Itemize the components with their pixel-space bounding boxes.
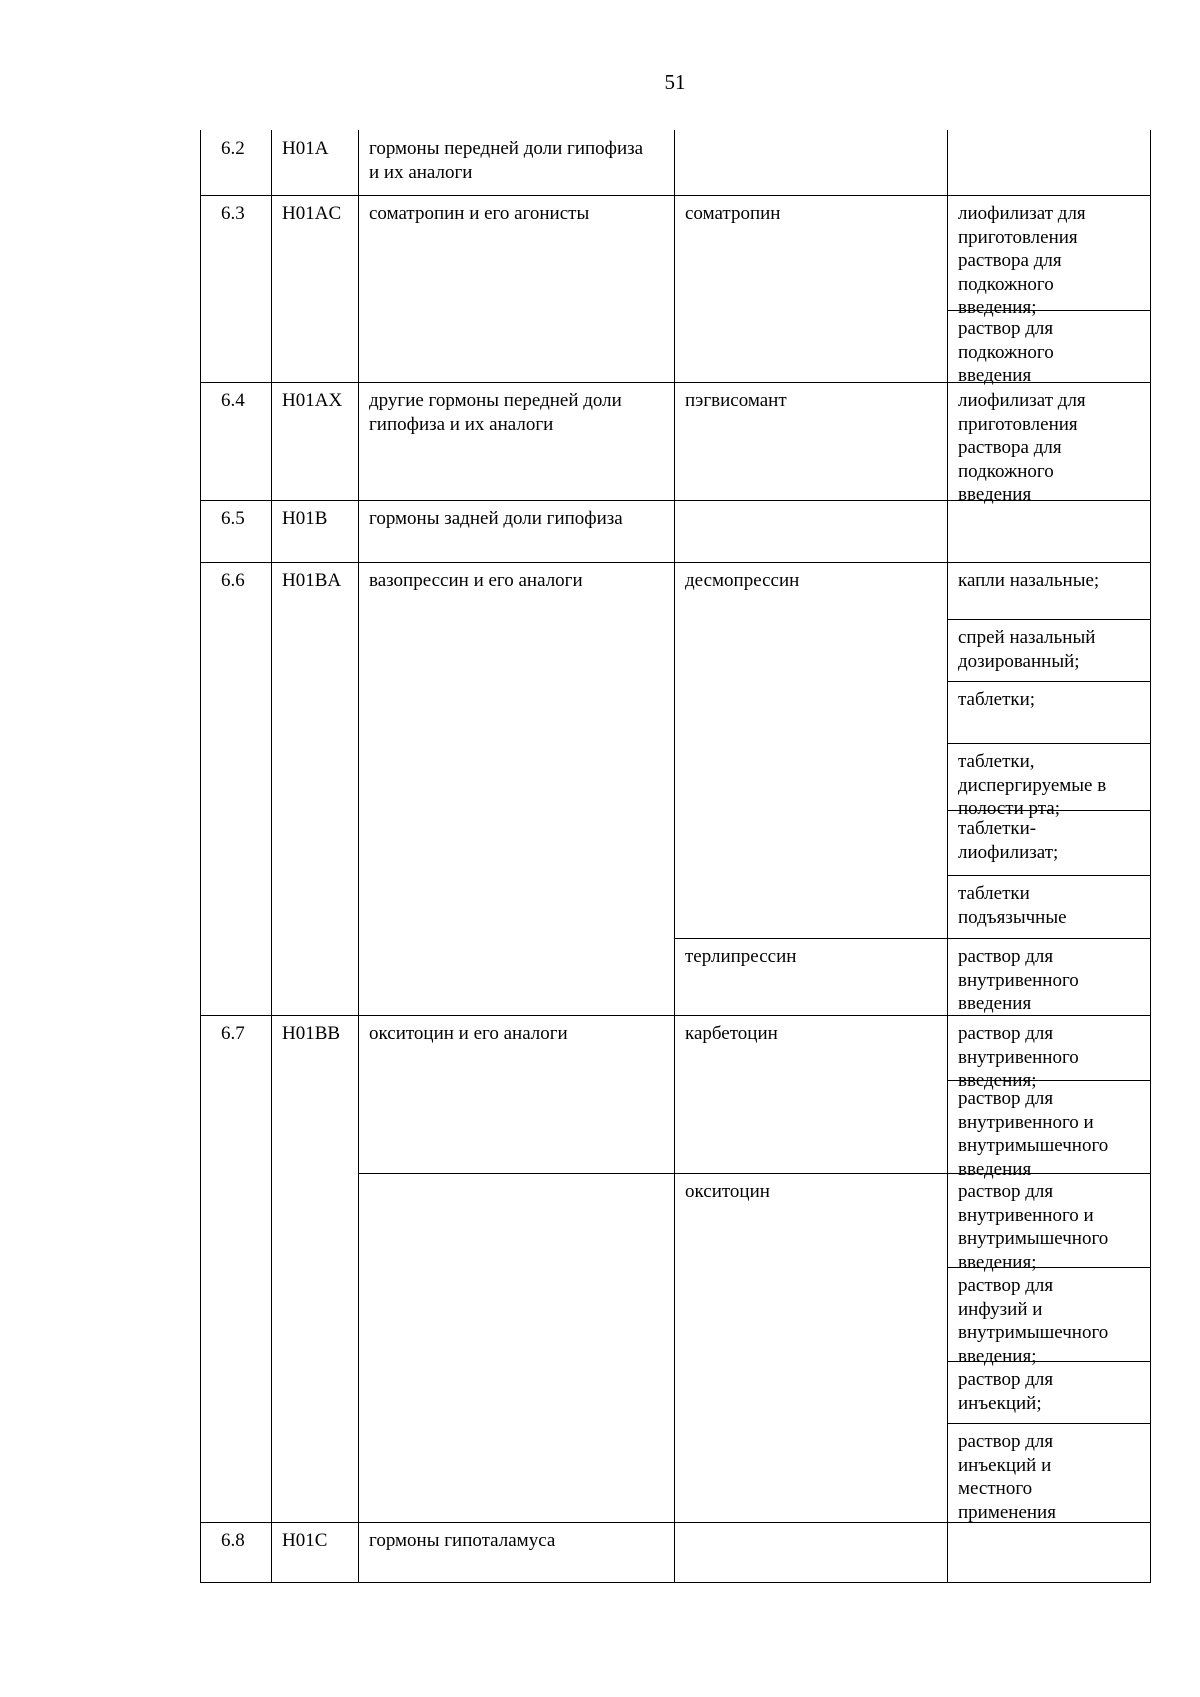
table-border — [947, 619, 1151, 620]
atc-code: H01B — [282, 508, 328, 529]
dosage-form: капли назальные; — [958, 570, 1100, 591]
table-border — [674, 130, 675, 1583]
dosage-form: таблетки- — [958, 818, 1037, 839]
dosage-form: приготовления — [958, 226, 1078, 248]
dosage-form: раствор для — [958, 1088, 1054, 1109]
dosage-form: внутримышечного — [958, 1228, 1109, 1249]
page-number: 51 — [664, 70, 686, 94]
table-border — [674, 938, 1151, 939]
row-number: 6.5 — [221, 508, 245, 529]
group-name: соматропин и его агонисты — [369, 203, 590, 224]
dosage-form: раствор для — [958, 946, 1054, 967]
dosage-form: лиофилизат для — [958, 203, 1086, 224]
dosage-form: введения; — [958, 1251, 1037, 1273]
table-border — [200, 195, 1151, 196]
table-border — [947, 743, 1151, 744]
dosage-form: раствор для — [958, 1369, 1054, 1390]
group-name: и их аналоги — [369, 161, 473, 183]
drug-name: десмопрессин — [685, 570, 800, 591]
group-name: другие гормоны передней доли — [369, 390, 622, 411]
table-border — [947, 1423, 1151, 1424]
dosage-form: раствор для — [958, 1181, 1054, 1202]
row-number: 6.7 — [221, 1023, 245, 1044]
row-number: 6.6 — [221, 570, 245, 591]
dosage-form: дозированный; — [958, 650, 1080, 672]
dosage-form: подкожного — [958, 273, 1054, 295]
table-border — [200, 1582, 1151, 1583]
dosage-form: раствор для — [958, 1431, 1054, 1452]
drug-name: терлипрессин — [685, 946, 797, 967]
dosage-form: подкожного — [958, 460, 1054, 482]
group-name: гормоны передней доли гипофиза — [369, 138, 644, 159]
dosage-form: диспергируемые в — [958, 774, 1107, 796]
dosage-form: применения — [958, 1501, 1056, 1523]
atc-code: H01BB — [282, 1023, 341, 1044]
dosage-form: введения — [958, 993, 1032, 1014]
dosage-form: подъязычные — [958, 906, 1067, 928]
table-border — [947, 130, 948, 1583]
dosage-form: раствор для — [958, 318, 1054, 339]
group-name: гормоны гипоталамуса — [369, 1530, 556, 1551]
atc-code: H01BA — [282, 570, 342, 591]
dosage-form: инъекций; — [958, 1392, 1042, 1414]
dosage-form: лиофилизат; — [958, 841, 1059, 863]
table-border — [358, 1173, 1151, 1174]
group-name: вазопрессин и его аналоги — [369, 570, 583, 591]
row-number: 6.3 — [221, 203, 245, 224]
dosage-form: внутривенного и — [958, 1111, 1094, 1133]
drug-name: карбетоцин — [685, 1023, 778, 1044]
group-name: окситоцин и его аналоги — [369, 1023, 568, 1044]
dosage-form: полости рта; — [958, 798, 1061, 819]
row-number: 6.2 — [221, 138, 245, 159]
dosage-form: внутривенного и — [958, 1204, 1094, 1226]
table-border — [200, 130, 201, 1583]
dosage-form: приготовления — [958, 413, 1078, 435]
drug-table — [200, 130, 1150, 1582]
dosage-form: введения — [958, 365, 1032, 386]
dosage-form: раствор для — [958, 1275, 1054, 1296]
dosage-form: спрей назальный — [958, 627, 1096, 648]
dosage-form: лиофилизат для — [958, 390, 1086, 411]
atc-code: H01AC — [282, 203, 342, 224]
dosage-form: таблетки, — [958, 751, 1035, 772]
dosage-form: таблетки — [958, 883, 1030, 904]
dosage-form: раствор для — [958, 1023, 1054, 1044]
drug-name: пэгвисомант — [685, 390, 787, 411]
table-border — [200, 562, 1151, 563]
dosage-form: внутривенного — [958, 969, 1079, 991]
dosage-form: инъекций и — [958, 1454, 1052, 1476]
table-border — [1150, 130, 1151, 1583]
dosage-form: таблетки; — [958, 689, 1036, 710]
dosage-form: инфузий и — [958, 1298, 1043, 1320]
group-name: гипофиза и их аналоги — [369, 413, 554, 435]
table-border — [947, 875, 1151, 876]
atc-code: H01AX — [282, 390, 343, 411]
dosage-form: внутривенного — [958, 1046, 1079, 1068]
dosage-form: введения; — [958, 1345, 1037, 1367]
row-number: 6.4 — [221, 390, 245, 411]
drug-name: окситоцин — [685, 1181, 770, 1202]
dosage-form: введения — [958, 1158, 1032, 1180]
dosage-form: местного — [958, 1478, 1033, 1499]
dosage-form: внутримышечного — [958, 1135, 1109, 1156]
group-name: гормоны задней доли гипофиза — [369, 508, 623, 529]
dosage-form: раствора для — [958, 250, 1062, 271]
atc-code: H01A — [282, 138, 329, 159]
dosage-form: введения — [958, 484, 1032, 505]
atc-code: H01C — [282, 1530, 328, 1551]
table-border — [358, 130, 359, 1583]
table-border — [271, 130, 272, 1583]
dosage-form: подкожного — [958, 341, 1054, 363]
dosage-form: введения; — [958, 1070, 1037, 1091]
dosage-form: раствора для — [958, 437, 1062, 458]
dosage-form: внутримышечного — [958, 1322, 1109, 1343]
table-border — [947, 681, 1151, 682]
row-number: 6.8 — [221, 1530, 245, 1551]
dosage-form: введения; — [958, 297, 1037, 318]
drug-name: соматропин — [685, 203, 781, 224]
